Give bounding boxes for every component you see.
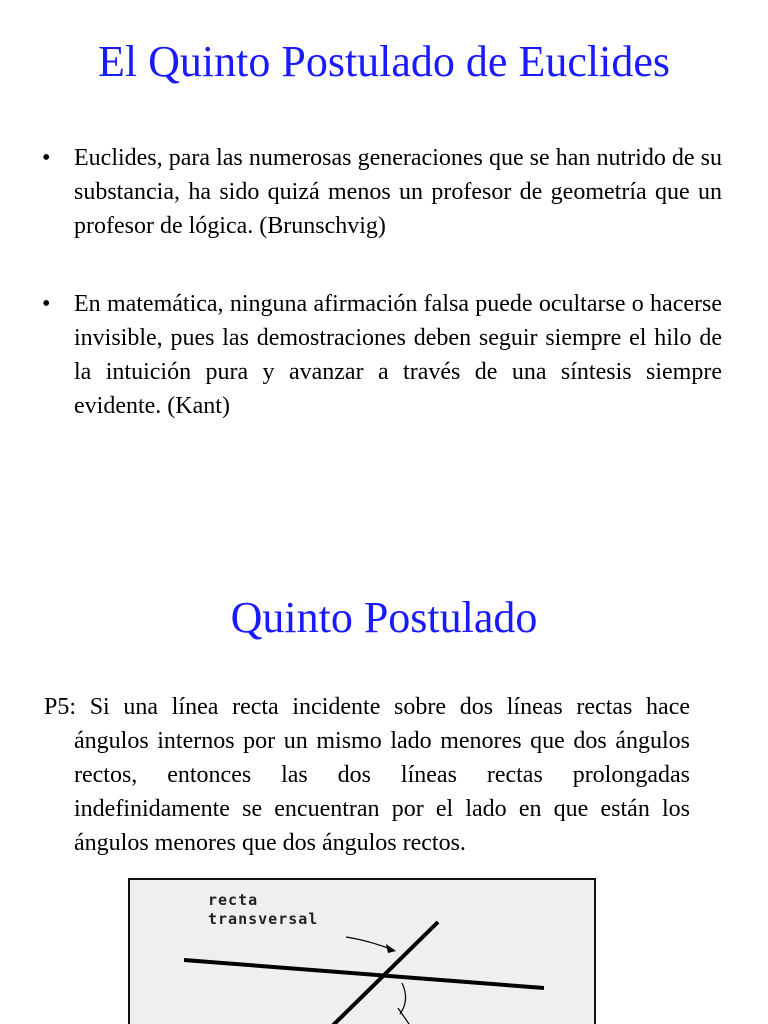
diagram-label-recta: recta	[208, 891, 259, 909]
quote-item-brunschvig	[40, 141, 722, 243]
bullet-marker: •	[42, 291, 51, 317]
quote-item-kant	[40, 287, 722, 423]
upper-angle-arc	[400, 983, 406, 1014]
upper-line	[184, 960, 544, 988]
quote-text-brunschvig: Euclides, para las numerosas generaciones que se han nutrido de su substancia, ha sido quizá menos un profesor de geometría que un profesor de lógica. (Brunschvig)	[74, 145, 722, 239]
diagram-lines	[130, 880, 598, 1024]
label-arrow-head	[386, 944, 396, 953]
bullet-marker: •	[42, 145, 51, 171]
angle-pointer	[398, 1008, 420, 1024]
diagram-label-transversal: transversal	[208, 910, 319, 928]
transversal-diagram	[128, 878, 596, 1024]
slide-title-quinto-postulado: Quinto Postulado	[230, 593, 538, 642]
label-arrow	[346, 937, 394, 950]
quote-text-kant: En matemática, ninguna afirmación falsa puede ocultarse o hacerse invisible, pues las demostraciones deben seguir siempre el hilo de la intuición pura y avanzar a través de una síntesis siempre evidente. (Kant)	[74, 291, 722, 419]
quote-list	[40, 141, 722, 423]
postulate-p5-text: P5: Si una línea recta incidente sobre dos líneas rectas hace ángulos internos por un mismo lado menores que dos ángulos rectos, entonces las dos líneas rectas prolongadas indefinidamente se encuentran por el lado en que están los ángulos menores que dos ángulos rectos.	[44, 694, 690, 856]
slide-title-euclides: El Quinto Postulado de Euclides	[98, 37, 670, 86]
